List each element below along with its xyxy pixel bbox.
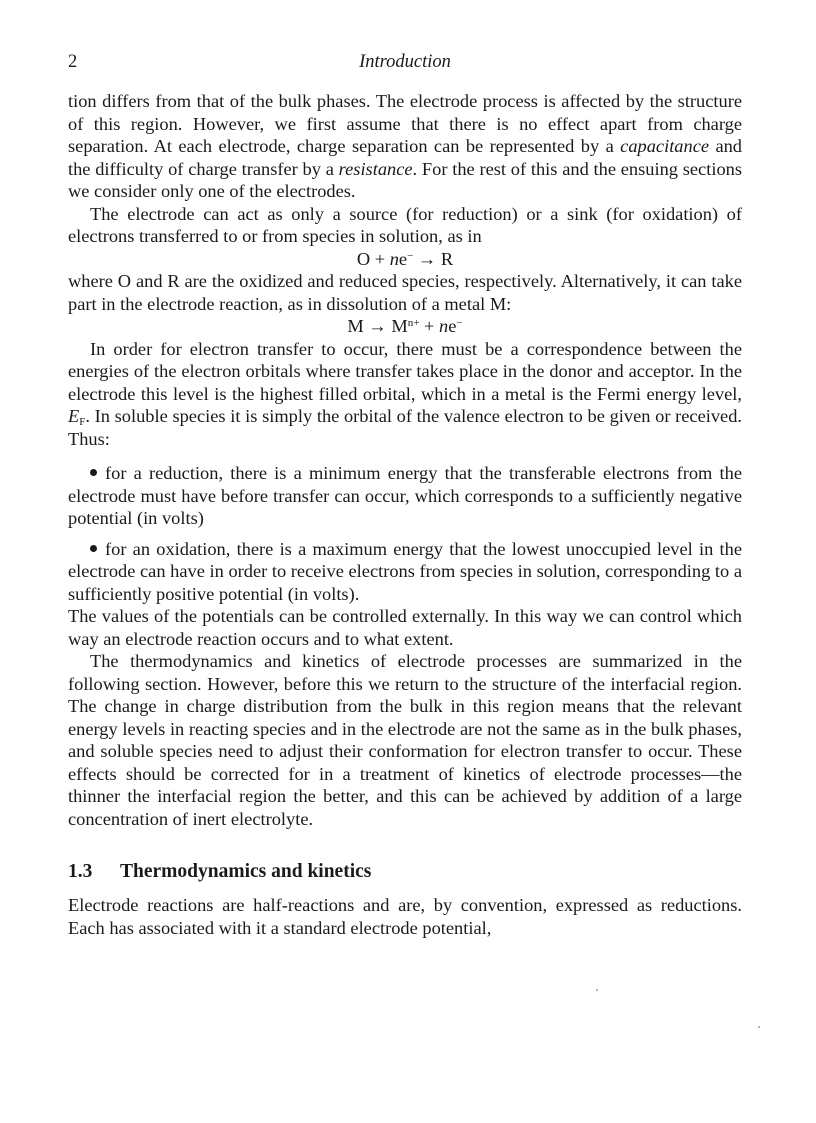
section-title: Thermodynamics and kinetics [120,861,372,882]
eq-var-n: n [389,248,399,269]
section-number: 1.3 [68,861,93,882]
bullet-text: for an oxidation, there is a maximum energy that the lowest unoccupied level in the electrode can have in order to receive electrons from species in solution, corresponding to a sufficiently positive potential (in volts). [68,538,742,604]
eq-text: O + [356,248,390,269]
eq-text: e [448,316,457,336]
text-run: tion differs from that of the bulk phases. The electrode process is affected by the structure of this region. However, we first assume that there is no effect apart from charge separation. At each electrode, charge separation can be represented by a [68,91,742,156]
equation-dissolution [68,315,742,338]
section-heading [68,860,742,884]
book-page [68,52,742,939]
text-run: In order for electron transfer to occur, there must be a correspondence between the energies of the electron orbitals where transfer takes place in the donor and acceptor. In the electrode this level is the highest filled orbital, which in a metal is the Fermi energy level, [68,338,742,404]
eq-superscript: − [407,249,414,262]
scan-speck [596,989,598,991]
bullet-item [68,462,742,530]
bullet-icon [90,469,97,476]
paragraph-oxidized-reduced: where O and R are the oxidized and reduced species, respectively. Alternatively, it can take part in the electrode reaction, as in dissolution of a metal M: [68,271,742,314]
paragraph-thermodynamics-summary: The thermodynamics and kinetics of electrode processes are summarized in the following section. However, before this we return to the structure of the interfacial region. The change in charge distribution from the bulk in this region means that the relevant energy levels in reacting species and in the electrode are not the same as in the bulk phases, and soluble species need to adjust their conformation for electron transfer to occur. These effects should be corrected for in a treatment of kinetics of electrode processes—the thinner the interfacial region the better, and this can be achieved by addition of a large concentration of inert electrolyte. [68,651,742,829]
text-run: and the difficulty of charge transfer by a [68,136,742,179]
text-run: . For the rest of this and the ensuing sections we consider only one of the electrodes. [68,158,742,201]
page-number: 2 [68,52,78,72]
paragraph-electron-transfer [68,338,742,451]
bullet-item [68,538,742,606]
paragraph-continuation [68,90,742,203]
eq-var-n: n [439,316,449,336]
eq-text: M → M [347,316,408,336]
paragraph-electrode-source-sink: The electrode can act as only a source (for reduction) or a sink (for oxidation) of electrons transferred to or from species in solution, as in [68,203,742,246]
bullet-icon [90,545,97,552]
fermi-symbol: E [68,406,80,426]
paragraph-potentials: The values of the potentials can be controlled externally. In this way we can control which way an electrode reaction occurs and to what extent. [68,606,742,649]
running-title: Introduction [359,52,451,72]
term-resistance: resistance [338,158,413,179]
scan-speck [758,1026,760,1028]
term-capacitance: capacitance [620,136,710,156]
eq-text: e [398,248,408,269]
text-run: . In soluble species it is simply the orbital of the valence electron to be given or received. Thus: [68,406,742,449]
eq-superscript: − [456,317,463,329]
eq-text: → R [413,248,454,269]
fermi-subscript: F [79,416,86,428]
equation-reduction [68,248,742,271]
eq-superscript: n+ [407,317,420,329]
page-header [68,52,742,76]
paragraph-half-reactions: Electrode reactions are half-reactions and are, by convention, expressed as reductions. Each has associated with it a standard electrode potential, [68,895,742,938]
eq-text: + [419,316,439,336]
bullet-text: for a reduction, there is a minimum energy that the transferable electrons from the electrode must have before transfer can occur, which corresponds to a sufficiently negative potential (in volts) [68,463,742,528]
